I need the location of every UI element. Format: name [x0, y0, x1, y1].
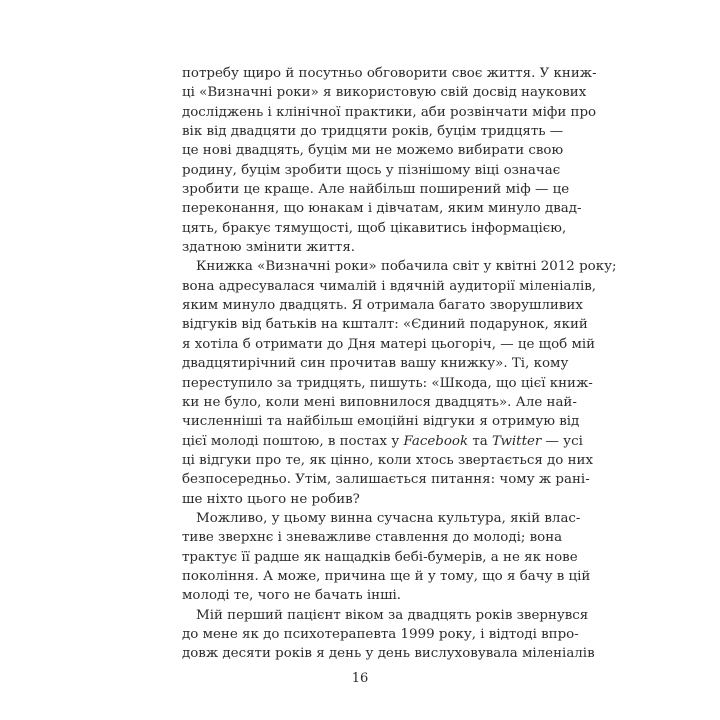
text-line: ше ніхто цього не робив? [182, 491, 360, 507]
text-line: вона адресувалася чималій і вдячній аудиторії міленіалів, [182, 278, 597, 294]
text-line: Книжка «Визначні роки» побачила світ у квітні 2012 року; [196, 259, 617, 275]
paragraph-2 [182, 257, 617, 508]
text-line: ці відгуки про те, як цінно, коли хтось звертається до них [182, 452, 593, 468]
text-line: двадцятирічний син прочитав вашу книжку». Ті, кому [182, 356, 569, 372]
text-line: трактує її радше як нащадків бебі-бумерів, а не як нове [182, 549, 578, 565]
text-line: ці «Визначні роки» я використовую свій досвід наукових [182, 85, 587, 101]
text-line: безпосередньо. Утім, залишається питання: чому ж рані- [182, 472, 590, 488]
text-line: Мій перший пацієнт віком за двадцять років звернувся [196, 607, 589, 623]
text-line: довж десяти років я день у день вислуховувала міленіалів [182, 646, 595, 662]
text-line: відгуків від батьків на кшталт: «Єдиний подарунок, який [182, 317, 588, 333]
text-line: це нові двадцять, буцім ми не можемо вибирати свою [182, 143, 564, 159]
paragraph-4 [182, 606, 595, 664]
text-line: численніші та найбільш емоційні відгуки я отримую від [182, 414, 580, 430]
paragraph-1 [182, 64, 597, 257]
text-line: покоління. А може, причина ще й у тому, що я бачу в цій [182, 568, 591, 584]
text-line: я хотіла б отримати до Дня матері цьогоріч, — це щоб мій [182, 336, 596, 352]
page-number: 16 [351, 671, 369, 686]
text-line: цять, бракує тямущості, щоб цікавитись інформацією, [182, 220, 567, 236]
text-line-with-italics: цієї молоді поштою, в постах у Facebook та Twitter — усі [182, 433, 583, 449]
text-line: ки не було, коли мені виповнилося двадцять». Але най- [182, 394, 577, 410]
text-line: потребу щиро й посутньо обговорити своє життя. У книж- [182, 66, 597, 81]
text-line: переступило за тридцять, пишуть: «Шкода, що цієї книж- [182, 375, 593, 391]
text-line: переконання, що юнакам і дівчатам, яким минуло двад- [182, 201, 582, 217]
text-line: молоді те, чого не бачать інші. [182, 588, 402, 604]
paragraph-3 [182, 509, 591, 606]
text-line: яким минуло двадцять. Я отримала багато зворушливих [182, 298, 583, 314]
text-line: тиве зверхнє і зневажливе ставлення до молоді; вона [182, 530, 563, 546]
text-line: досліджень і клінічної практики, аби розвінчати міфи про [182, 104, 597, 120]
text-line: до мене як до психотерапевта 1999 року, і відтоді впро- [182, 626, 579, 642]
text-line: здатною змінити життя. [182, 240, 356, 256]
text-line: Можливо, у цьому винна сучасна культура, якій влас- [196, 510, 581, 526]
text-line: зробити це краще. Але найбільш поширений міф — це [182, 182, 570, 198]
text-line: родину, буцім зробити щось у пізнішому віці означає [182, 162, 561, 178]
book-page-text [182, 64, 617, 664]
text-line: вік від двадцяти до тридцяти років, буцім тридцять — [182, 124, 564, 140]
